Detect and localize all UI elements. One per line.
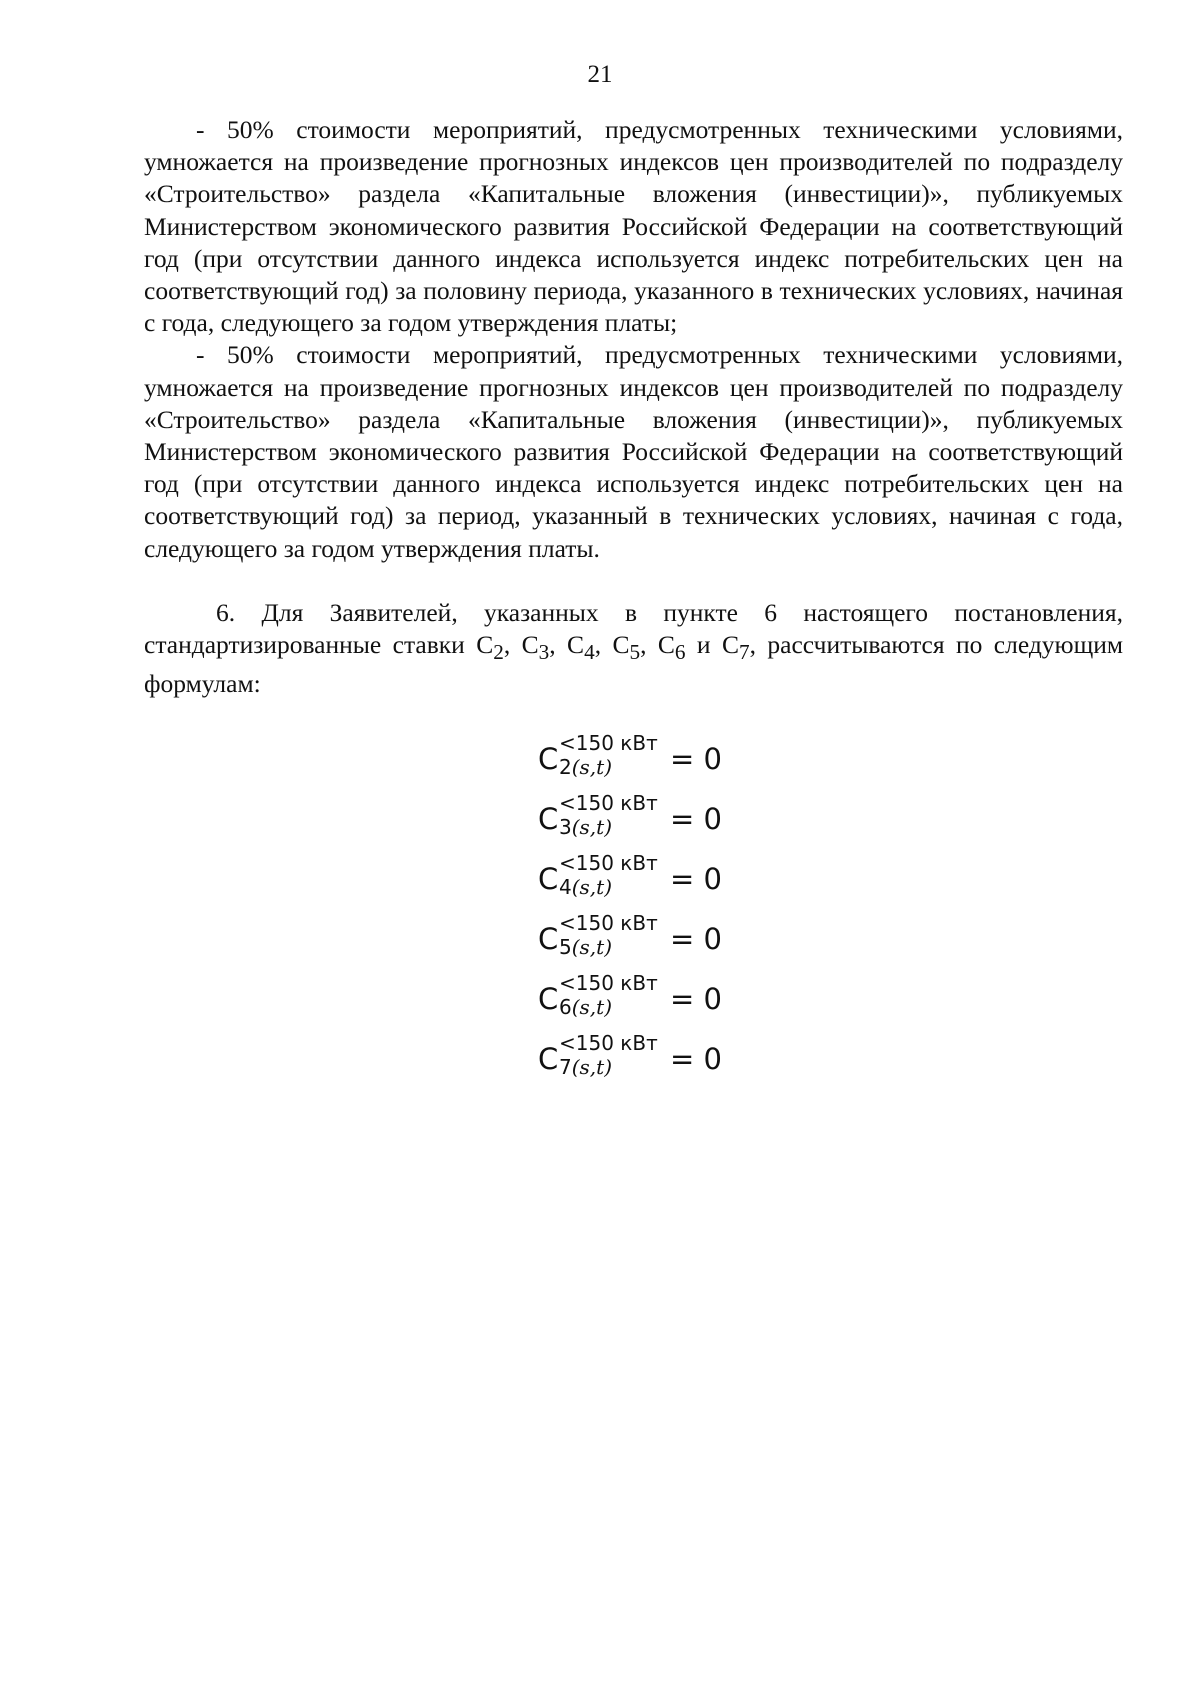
formula-equals: = 0 [670,862,722,896]
rate-c3: $С_3$, [521,630,568,665]
formula-subscript: 4(s,t) [559,875,612,899]
formula-base: С [538,742,559,776]
formula-base: С [538,982,559,1016]
formula-superscript: <150 кВт [559,731,658,755]
formula-subscript: 6(s,t) [559,995,612,1019]
formula-superscript: <150 кВт [559,971,658,995]
formula-base: С [538,922,559,956]
document-body [144,114,1123,701]
formula-base: С [538,1042,559,1076]
formula-equals: = 0 [670,1042,722,1076]
formula-superscript: <150 кВт [559,1031,658,1055]
formula-subscript: 3(s,t) [559,815,612,839]
paragraph-1: - 50% стоимости мероприятий, предусмотренных техническими условиями, умножается на произведение прогнозных индексов цен производителей по подразделу «Строительство» раздела «Капитальные вложения (инвестиции)», публикуемых Министерством экономического развития Российской Федерации на соответствующий год (при отсутствии данного индекса используется индекс потребительских цен на соответствующий год) за половину периода, указанного в технических условиях, начиная с года, следующего за годом утверждения платы; [144,115,1123,338]
formula-base: С [538,862,559,896]
section-6-tail: , рассчитываются по следующим формулам: [144,630,1124,699]
rate-c2: $С_2$, [476,630,522,665]
formula-equals: = 0 [670,982,722,1016]
formula-subscript: 5(s,t) [559,935,612,959]
rate-c5: $С_5$, [612,630,658,665]
formula-base: С [538,802,559,836]
page-number: 21 [587,61,613,88]
formula-equals: = 0 [670,922,722,956]
formula-superscript: <150 кВт [559,851,658,875]
paragraph-section-6 [144,597,1123,701]
formula-superscript: <150 кВт [559,791,658,815]
section-6-intro: 6. Для Заявителей, указанных в пункте 6 настоящего постановления, стандартизированные ставки [144,597,1123,660]
rate-c7: $С_7$ [722,630,750,665]
paragraph-2: - 50% стоимости мероприятий, предусмотренных техническими условиями, умножается на произведение прогнозных индексов цен производителей по подразделу «Строительство» раздела «Капитальные вложения (инвестиции)», публикуемых Министерством экономического развития Российской Федерации на соответствующий год (при отсутствии данного индекса используется индекс потребительских цен на соответствующий год) за период, указанный в технических условиях, начиная с года, следующего за годом утверждения платы. [144,340,1123,563]
formula-subscript: 2(s,t) [559,755,612,779]
formula-subscript: 7(s,t) [559,1055,612,1079]
formula-equals: = 0 [670,742,722,776]
rate-c4: $С_4$, [567,630,613,665]
rate-c6: $С_6$ и [657,630,722,665]
formula-equals: = 0 [670,802,722,836]
formula-superscript: <150 кВт [559,911,658,935]
